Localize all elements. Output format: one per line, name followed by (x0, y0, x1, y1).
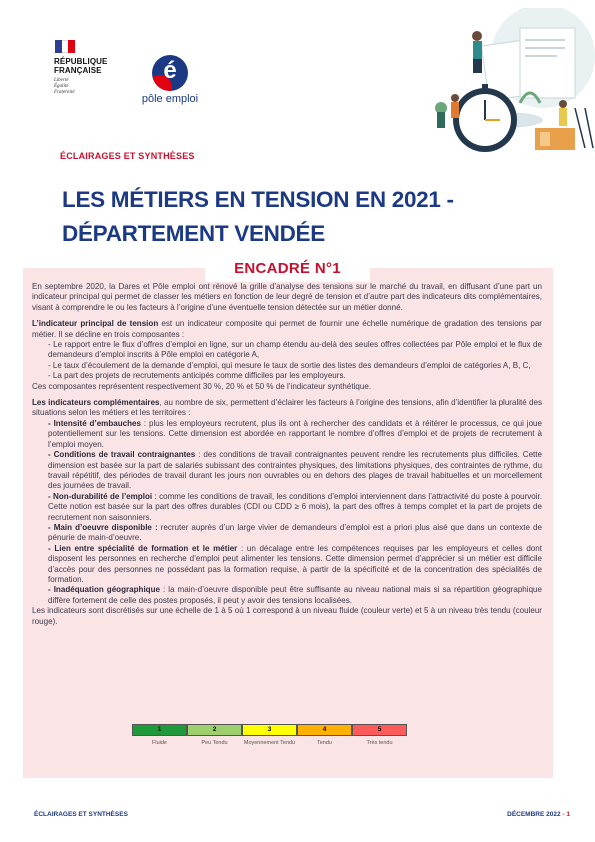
scale-value: 3 (242, 724, 297, 736)
complementary-heading: Les indicateurs complémentaires (32, 398, 160, 408)
header-illustration (425, 8, 595, 158)
footer-series-label: ÉCLAIRAGES ET SYNTHÈSES (34, 811, 128, 818)
page-title (62, 183, 454, 251)
republique-francaise-logo (54, 40, 124, 96)
republic-motto: Liberté Égalité Fraternité (54, 78, 75, 95)
scale-label: Fluide (152, 740, 167, 746)
republic-name-line1: RÉPUBLIQUE (54, 57, 108, 66)
french-flag-icon (55, 40, 75, 53)
scale-level-3 (242, 724, 297, 747)
list-item: - Lien entre spécialité de formation et le métier : un décalage entre les compétences requises par les employeurs et celles dont disposent les personnes en recherche d’emploi peut alimenter les tensions. Cette dimension permet d’apprécier si un métier est difficile d’accès pour des personnes ne possédant pas la formation requise, à partir de la spécificité et de la concentration des spécialités de formation. (48, 543, 542, 584)
scale-value: 4 (297, 724, 352, 736)
footer-date-page: DÉCEMBRE 2022 - 1 (507, 811, 570, 818)
scale-level-4 (297, 724, 352, 747)
list-item: - Conditions de travail contraignantes : des conditions de travail contraignantes peuvent rendre les recrutements plus difficiles. Cette dimension est basée sur la part de salariés subissant des contraintes physiques, des limitations physiques, des contraintes de rythme, du travail répétitif, des périodes de travail durant les jours non ouvrables ou en dehors des plages de travail habituelles et un morcellement des journées de travail. (48, 450, 542, 491)
republic-name-line2: FRANÇAISE (54, 66, 102, 75)
weights-paragraph: Ces composantes représentent respectivement 30 %, 20 % et 50 % de l’indicateur synthétique. (32, 381, 372, 391)
list-item: - Intensité d’embauches : plus les employeurs recrutent, plus ils ont à rechercher des candidats et à réitérer le processus, ce qui joue potentiellement sur les tensions. Cette dimension est abordée en rapportant le nombre d’offres d’emploi et de projets de recrutement à l’emploi moyen. (48, 418, 542, 449)
pole-emploi-emblem-icon: é (152, 55, 188, 91)
tension-scale (132, 724, 407, 747)
encadre-title-wrap (205, 256, 370, 282)
complementary-intro-paragraph: Les indicateurs complémentaires, au nombre de six, permettent d’éclairer les facteurs à l’origine des tensions, afin d’identifier la pluralité des situations selon les métiers et les territoires : (32, 398, 542, 418)
page-title-line1: LES MÉTIERS EN TENSION EN 2021 - (62, 187, 454, 212)
scale-label: Moyennement Tendu (243, 740, 296, 746)
main-indicator-paragraph: L’indicateur principal de tension est un indicateur composite qui permet de fournir une échelle numérique de gradation des tensions par métier. Il se décline en trois composantes : (32, 319, 542, 339)
list-item: - Inadéquation géographique : la main-d’oeuvre disponible peut être suffisante au niveau national mais si sa répartition géographique diffère fortement de celle des postes proposés, il peut y avoir des tensions localisées. (48, 585, 542, 605)
scale-value: 5 (352, 724, 407, 736)
scale-value: 1 (132, 724, 187, 736)
encadre-title: ENCADRÉ N°1 (234, 260, 341, 277)
scale-label: Tendu (317, 740, 332, 746)
scale-label: Peu Tendu (201, 740, 228, 746)
list-item: - La part des projets de recrutements anticipés comme difficiles par les employeurs. (48, 371, 346, 381)
intro-paragraph: En septembre 2020, la Dares et Pôle emploi ont rénové la grille d’analyse des tensions sur le marché du travail, en diffusant d’une part un indicateur principal qui permet de classer les métiers en fonction de leur degré de tension et d’autre part des indicateurs dits complémentaires, visant à comprendre le ou les facteurs à l’origine d’une éventuelle tension détectée sur un métier donné. (32, 282, 542, 312)
page-number: 1 (566, 811, 570, 818)
page-title-line2: DÉPARTEMENT VENDÉE (62, 221, 325, 246)
list-item: - Le taux d’écoulement de la demande d’emploi, qui mesure le taux de sortie des listes des demandeurs d’emploi de catégories A, B, C, (48, 360, 531, 370)
scale-label: Très tendu (366, 740, 393, 746)
list-item: - Le rapport entre le flux d’offres d’emploi en ligne, sur un champ étendu au-delà des seules offres collectées par Pôle emploi et le flux de demandeurs d’emploi inscrits à Pôle emploi en catégorie A, (48, 340, 542, 360)
pole-emploi-name: pôle emploi (141, 93, 199, 105)
footer-date: DÉCEMBRE 2022 (507, 811, 561, 818)
scale-level-5 (352, 724, 407, 747)
scale-paragraph: Les indicateurs sont discrétisés sur une échelle de 1 à 5 où 1 correspond à un niveau fluide (couleur verte) et 5 à un niveau très tendu (couleur rouge). (32, 606, 542, 626)
series-label: ÉCLAIRAGES ET SYNTHÈSES (60, 151, 195, 161)
list-item: - Non-durabilité de l’emploi : comme les conditions de travail, les conditions d’emploi interviennent dans l’attractivité du poste à pourvoir. Cette notion est basée sur la part des offres durables (CDI ou CDD ≥ 6 mois), la part des offres à temps complet et la part de projets de recrutement non saisonniers. (48, 491, 543, 522)
pole-emploi-logo (140, 55, 200, 105)
scale-value: 2 (187, 724, 242, 736)
encadre-content (32, 282, 542, 633)
scale-level-1 (132, 724, 187, 747)
scale-level-2 (187, 724, 242, 747)
main-indicator-heading: L’indicateur principal de tension (32, 319, 159, 329)
list-item: - Main d’oeuvre disponible : recruter auprès d’un large vivier de demandeurs d’emploi est a priori plus aisé que dans un contexte de pénurie de main-d’oeuvre. (48, 522, 543, 543)
